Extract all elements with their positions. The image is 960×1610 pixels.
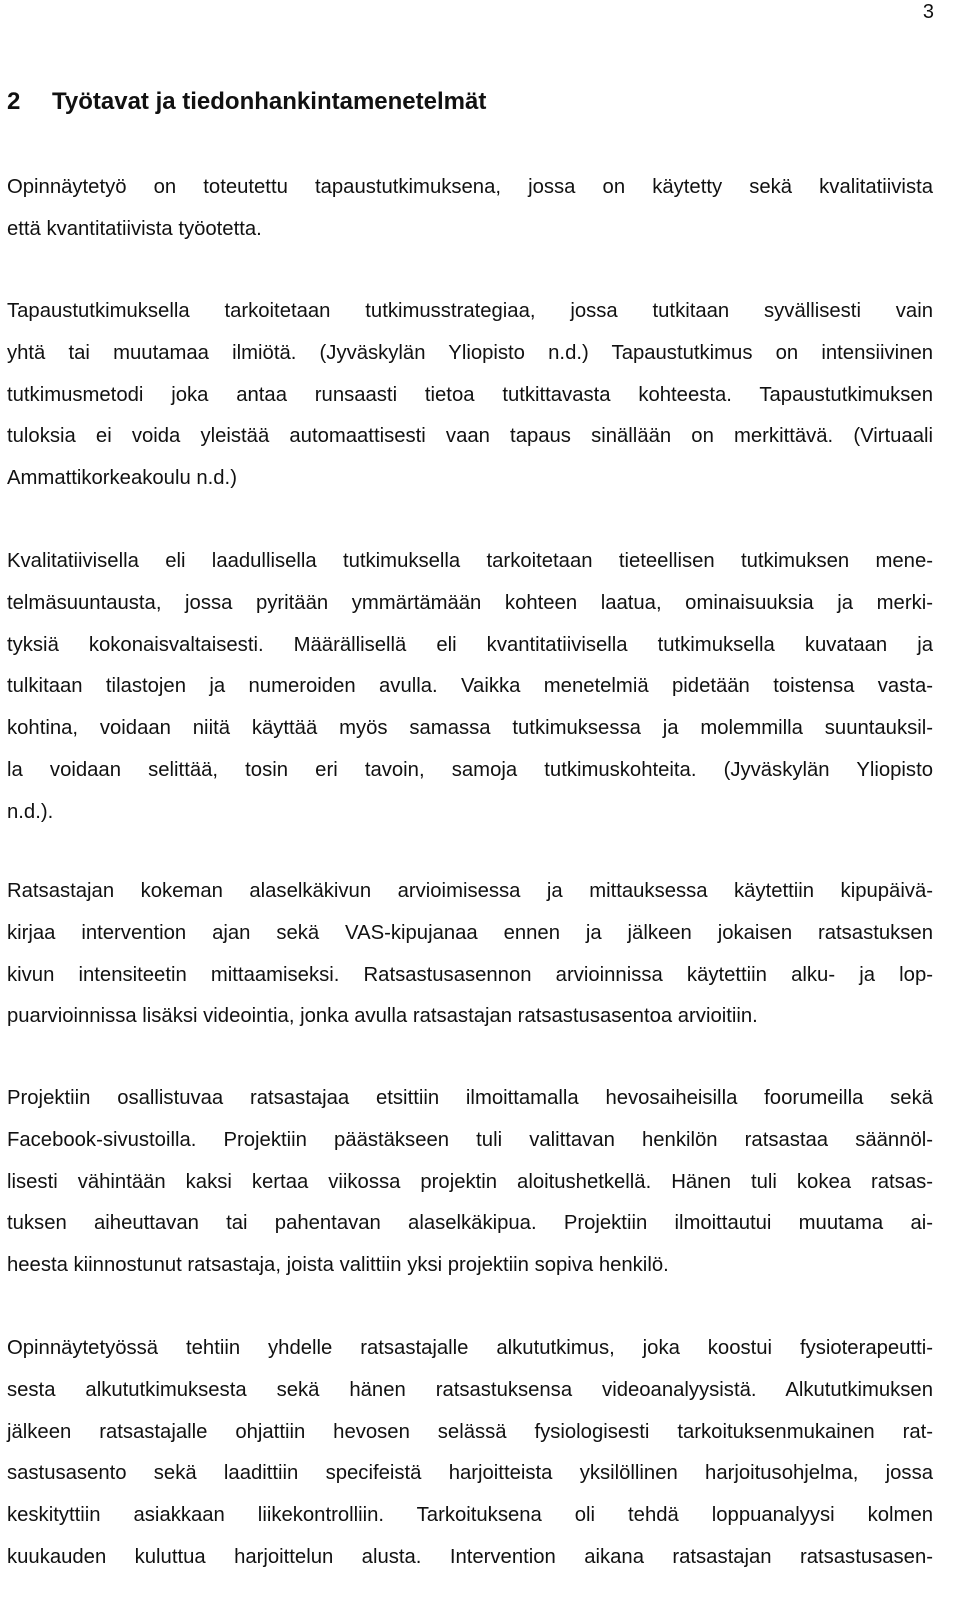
text-line: sastusasento sekä laadittiin specifeistä harjoitteista yksilöllinen harjoitusohjelma, jossa (7, 1462, 933, 1485)
paragraph-participant-recruitment (7, 1078, 933, 1287)
text-line: kivun intensiteetin mittaamiseksi. Ratsastusasennon arvioinnissa käytettiin alku- ja lop- (7, 963, 933, 986)
text-line: yhtä tai muutamaa ilmiötä. (Jyväskylän Yliopisto n.d.) Tapaustutkimus on intensiivinen (7, 341, 933, 364)
text-line: tuloksia ei voida yleistää automaattisesti vaan tapaus sinällään on merkittävä. (Virtuaali (7, 425, 933, 448)
text-line: tutkimusmetodi joka antaa runsaasti tietoa tutkittavasta kohteesta. Tapaustutkimuksen (7, 383, 933, 406)
text-line: kirjaa intervention ajan sekä VAS-kipujanaa ennen ja jälkeen jokaisen ratsastuksen (7, 921, 933, 944)
text-line: tyksiä kokonaisvaltaisesti. Määrällisellä eli kvantitatiivisella tutkimuksella kuvataan ja (7, 633, 933, 656)
paragraph-case-study (7, 291, 933, 500)
text-line: tuksen aiheuttavan tai pahentavan alaselkäkipua. Projektiin ilmoittautui muutama ai- (7, 1212, 933, 1235)
text-line: tulkitaan tilastojen ja numeroiden avulla. Vaikka menetelmiä pidetään toistensa vasta- (7, 675, 933, 698)
text-line: jälkeen ratsastajalle ohjattiin hevosen selässä fysiologisesti tarkoituksenmukainen rat- (7, 1420, 933, 1443)
text-line: Opinnäytetyö on toteutettu tapaustutkimuksena, jossa on käytetty sekä kvalitatiivista (7, 176, 933, 198)
text-line: Projektiin osallistuvaa ratsastajaa etsittiin ilmoittamalla hevosaiheisilla foorumeilla sekä (7, 1087, 933, 1109)
text-line: heesta kiinnostunut ratsastaja, joista valittiin yksi projektiin sopiva henkilö. (7, 1254, 669, 1277)
text-line: että kvantitatiivista työotetta. (7, 217, 262, 240)
text-line: puarvioinnissa lisäksi videointia, jonka avulla ratsastajan ratsastusasentoa arvioitiin. (7, 1005, 758, 1028)
text-line: Facebook-sivustoilla. Projektiin päästäkseen tuli valittavan henkilön ratsastaa säännöl- (7, 1128, 933, 1151)
text-line: Ratsastajan kokeman alaselkäkivun arvioimisessa ja mittauksessa käytettiin kipupäivä- (7, 880, 933, 902)
text-line: sesta alkututkimuksesta sekä hänen ratsastuksensa videoanalyysistä. Alkututkimuksen (7, 1378, 933, 1401)
text-line: la voidaan selittää, tosin eri tavoin, samoja tutkimuskohteita. (Jyväskylän Yliopisto (7, 758, 933, 781)
section-heading (7, 86, 486, 118)
paragraph-study-design (7, 1328, 933, 1579)
text-line: Ammattikorkeakoulu n.d.) (7, 467, 237, 490)
text-line: kuukauden kuluttua harjoittelun alusta. Intervention aikana ratsastajan ratsastusasen- (7, 1545, 933, 1568)
text-line: kohtina, voidaan niitä käyttää myös samassa tutkimuksessa ja molemmilla suuntauksil- (7, 717, 933, 740)
paragraph-method-overview (7, 167, 933, 251)
section-title: Työtavat ja tiedonhankintamenetelmät (52, 88, 487, 115)
section-number: 2 (7, 88, 21, 115)
paragraph-pain-assessment (7, 871, 933, 1038)
text-line: telmäsuuntausta, jossa pyritään ymmärtämään kohteen laatua, ominaisuuksia ja merki- (7, 591, 933, 614)
text-line: Opinnäytetyössä tehtiin yhdelle ratsastajalle alkututkimus, joka koostui fysioterapeutti- (7, 1337, 933, 1359)
paragraph-qualitative-quantitative (7, 541, 933, 834)
text-line: keskityttiin asiakkaan liikekontrolliin. Tarkoituksena oli tehdä loppuanalyysi kolmen (7, 1504, 933, 1527)
text-line: lisesti vähintään kaksi kertaa viikossa projektin aloitushetkellä. Hänen tuli kokea ratsas- (7, 1170, 933, 1193)
page-number: 3 (922, 1, 934, 23)
text-line: n.d.). (7, 800, 54, 823)
text-line: Kvalitatiivisella eli laadullisella tutkimuksella tarkoitetaan tieteellisen tutkimuksen mene- (7, 550, 933, 572)
text-line: Tapaustutkimuksella tarkoitetaan tutkimusstrategiaa, jossa tutkitaan syvällisesti vain (7, 300, 933, 322)
